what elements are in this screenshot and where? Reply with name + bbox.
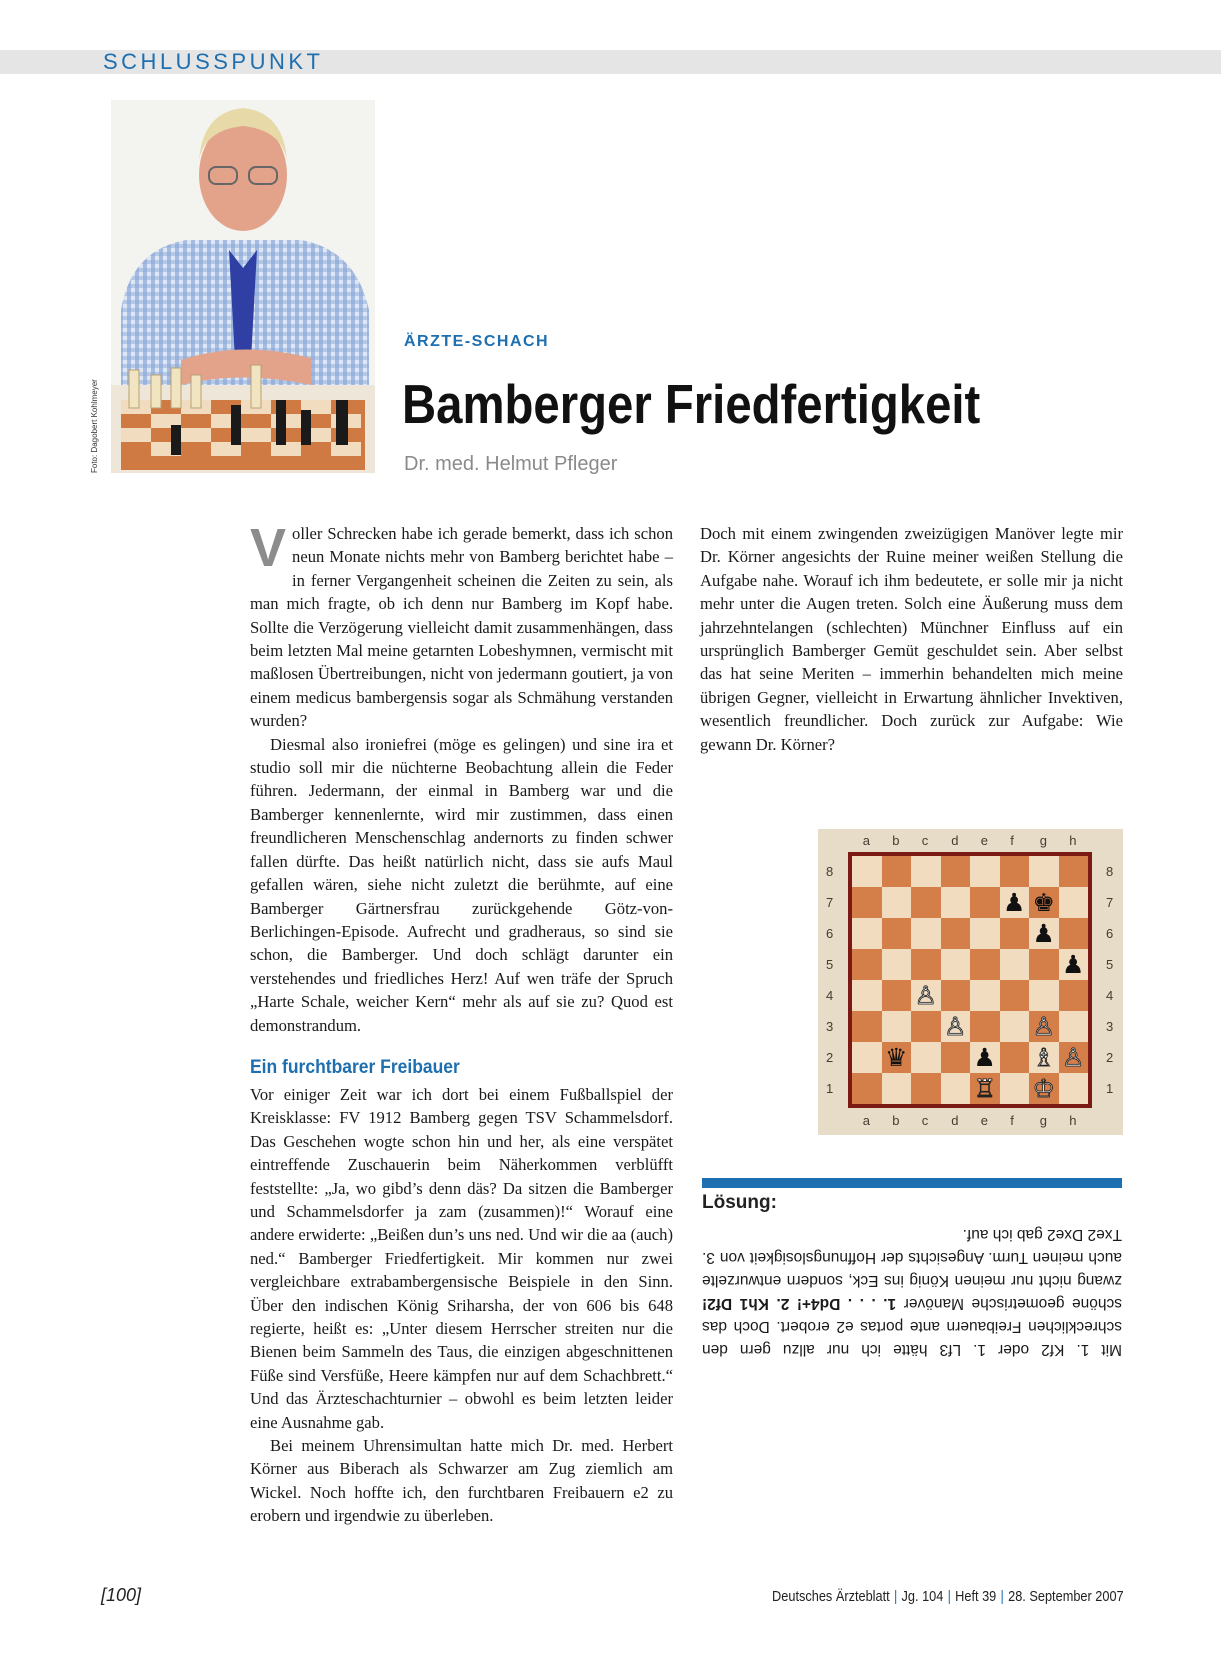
rank-label-5-left: 5 <box>826 956 834 972</box>
square-d1 <box>941 1073 971 1104</box>
article-rubric: ÄRZTE-SCHACH <box>404 333 550 350</box>
footer-citation <box>772 1588 1124 1605</box>
paragraph-1-text: oller Schrecken habe ich gerade bemerkt, dass ich schon neun Monate nichts mehr von Bamberg berichtet habe – in ferner Vergangenheit scheinen die Zeiten zu sein, als man mich fragte, ob ich denn nur Bamberg im Kopf habe. Sollte die Verzögerung vielleicht damit zusammenhängen, dass beim letzten Mal meine getarnten Lobeshymnen, vermischt mit maßlosen Übertreibungen, nicht von jedermann goutiert, ja von einem medicus bambergensis sogar als Schmähung verstanden wurden? <box>250 524 673 731</box>
square-b4 <box>882 980 912 1011</box>
piece-white-g3: ♙ <box>1032 1012 1055 1041</box>
rank-label-6-right: 6 <box>1106 925 1114 941</box>
rank-label-8-right: 8 <box>1106 863 1114 879</box>
square-g1 <box>1029 1073 1059 1104</box>
footer-volume: Jg. 104 <box>901 1588 944 1605</box>
square-c4 <box>911 980 941 1011</box>
file-label-b-bottom: b <box>892 1113 900 1128</box>
square-f1 <box>1000 1073 1030 1104</box>
author-photo-illustration <box>111 100 375 473</box>
square-b8 <box>882 856 912 887</box>
piece-white-c4: ♙ <box>914 981 937 1010</box>
piece-black-b2: ♛ <box>885 1043 908 1072</box>
chess-squares <box>852 856 1088 1104</box>
square-a3 <box>852 1011 882 1042</box>
rank-label-4-left: 4 <box>826 987 834 1003</box>
square-a1 <box>852 1073 882 1104</box>
file-label-d-top: d <box>951 833 959 848</box>
square-d7 <box>941 887 971 918</box>
square-g3 <box>1029 1011 1059 1042</box>
footer-separator: | <box>894 1588 898 1605</box>
piece-black-g7: ♚ <box>1032 888 1055 917</box>
file-label-h-top: h <box>1069 833 1077 848</box>
square-a6 <box>852 918 882 949</box>
square-b7 <box>882 887 912 918</box>
file-label-c-top: c <box>921 833 929 848</box>
square-h8 <box>1059 856 1089 887</box>
square-g4 <box>1029 980 1059 1011</box>
square-d6 <box>941 918 971 949</box>
square-h7 <box>1059 887 1089 918</box>
section-label: SCHLUSSPUNKT <box>103 49 324 74</box>
file-label-g-bottom: g <box>1039 1113 1047 1128</box>
piece-black-f7: ♟ <box>1003 888 1026 917</box>
footer-separator: | <box>947 1588 952 1605</box>
article-column-left <box>250 518 673 1528</box>
solution-text-upside-down <box>702 1223 1122 1361</box>
piece-black-h5: ♟ <box>1062 950 1085 979</box>
piece-white-d3: ♙ <box>944 1012 967 1041</box>
square-h6 <box>1059 918 1089 949</box>
square-h3 <box>1059 1011 1089 1042</box>
piece-white-e1: ♖ <box>973 1074 996 1103</box>
square-c7 <box>911 887 941 918</box>
square-d5 <box>941 949 971 980</box>
file-label-a-top: a <box>862 833 870 848</box>
square-b1 <box>882 1073 912 1104</box>
file-label-h-bottom: h <box>1069 1113 1077 1128</box>
file-label-c-bottom: c <box>921 1113 929 1128</box>
article-column-right <box>700 522 1123 756</box>
chess-board <box>848 852 1092 1108</box>
file-label-a-bottom: a <box>862 1113 870 1128</box>
rank-label-2-left: 2 <box>826 1049 834 1065</box>
page-number: [100] <box>101 1585 142 1605</box>
solution-text-b: zwang nicht nur meinen König ins Eck, sondern entwurzelte auch meinen Turm. Angesichts der Hoffnungslosigkeit von 3. Txe2 Dxe2 gab ich auf. <box>702 1226 1122 1289</box>
rank-label-4-right: 4 <box>1106 987 1114 1003</box>
subheading: Ein furchtbarer Freibauer <box>250 1056 460 1078</box>
piece-black-e2: ♟ <box>973 1043 996 1072</box>
square-e6 <box>970 918 1000 949</box>
square-f3 <box>1000 1011 1030 1042</box>
square-c8 <box>911 856 941 887</box>
square-g6 <box>1029 918 1059 949</box>
file-label-d-bottom: d <box>951 1113 959 1128</box>
square-b2 <box>882 1042 912 1073</box>
square-f6 <box>1000 918 1030 949</box>
square-e8 <box>970 856 1000 887</box>
file-label-e-top: e <box>980 833 988 848</box>
file-label-f-top: f <box>1010 833 1014 848</box>
file-label-e-bottom: e <box>980 1113 988 1128</box>
dropcap: V <box>250 518 287 578</box>
square-a2 <box>852 1042 882 1073</box>
rank-label-5-right: 5 <box>1106 956 1114 972</box>
square-e4 <box>970 980 1000 1011</box>
square-c2 <box>911 1042 941 1073</box>
footer-separator: | <box>1000 1588 1005 1605</box>
square-b6 <box>882 918 912 949</box>
square-h5 <box>1059 949 1089 980</box>
paragraph-1 <box>250 518 673 733</box>
rank-label-1-right: 1 <box>1106 1080 1114 1096</box>
footer-issue: Heft 39 <box>955 1588 997 1605</box>
square-a4 <box>852 980 882 1011</box>
solution-title: Lösung: <box>702 1192 777 1213</box>
solution-bar <box>702 1178 1122 1188</box>
paragraph-2: Diesmal also ironiefrei (möge es gelingen) und sine ira et studio soll mir die nüchterne Beobachtung allein die Feder führen. Jedermann, der einmal in Bamberg war und die Bamberger kennenlernte, wird mir zustimmen, dass einen freundlicheren Menschenschlag andernorts zu finden schwer fallen dürfte. Das heißt natürlich nicht, dass sie aufs Maul gefallen wären, siehe nicht zuletzt die berühmte, auf eine Bamberger Gärtnersfrau zurückgehende Götz-von-Berlichingen-Episode. Aufrecht und gradheraus, so sind sie schon, die Bamberger. Und doch schlägt darunter ein verstehendes und friedliches Herz! Auf wen träfe der Spruch „Harte Schale, weicher Kern“ mehr als auf sie zu? Quod est demonstrandum. <box>250 734 673 1035</box>
square-h2 <box>1059 1042 1089 1073</box>
solution-text-a: Mit 1. Kf2 oder 1. Lf3 hätte ich nur allzu gern den schrecklichen Freibauern ante portas e2 erobert. Doch das schöne geometrische Manöver <box>702 1295 1122 1358</box>
rank-label-7-right: 7 <box>1106 894 1114 910</box>
square-a7 <box>852 887 882 918</box>
square-e5 <box>970 949 1000 980</box>
square-b5 <box>882 949 912 980</box>
square-d2 <box>941 1042 971 1073</box>
article-author: Dr. med. Helmut Pfleger <box>404 453 618 475</box>
solution-moves: 1. . . . Dd4+! 2. Kh1 Df2! <box>702 1295 897 1312</box>
square-e3 <box>970 1011 1000 1042</box>
rank-label-3-right: 3 <box>1106 1018 1114 1034</box>
square-g8 <box>1029 856 1059 887</box>
square-d3 <box>941 1011 971 1042</box>
file-label-f-bottom: f <box>1010 1113 1014 1128</box>
square-c6 <box>911 918 941 949</box>
paragraph-3: Vor einiger Zeit war ich dort bei einem Fußballspiel der Kreisklasse: FV 1912 Bamberg gegen TSV Schammelsdorf. Das Geschehen wogte schon hin und her, als eine verspätet eintreffende Zuschauerin beim Näherkommen verblüfft feststellte: „Ja, wo gibd’s denn däs? Da sitzen die Bamberger und Schammelsdorfer ja zam (zusammen)!“ Worauf eine andere erwiderte: „Beißen dun’s uns ned. Und wir die aa (auch) ned.“ Bamberger Friedfertigkeit. Mir kommen nur zwei vergleichbare extrabambergensische Beispiele in den Sinn. Über den indischen König Sriharsha, der von 606 bis 648 regierte, heißt es: „Unter diesem Herrscher streiten nur die Bienen beim Sammeln des Taus, die einzigen abgeschnittenen Füße sind Versfüße, Heere kämpfen nur auf dem Schachbrett.“ Und das Ärzteschachturnier – obwohl es beim letzten leider eine Ausnahme gab. <box>250 1084 673 1432</box>
footer-date: 28. September 2007 <box>1008 1588 1124 1605</box>
footer-journal: Deutsches Ärzteblatt <box>772 1588 891 1605</box>
chess-diagram <box>818 829 1123 1135</box>
piece-white-g1: ♔ <box>1032 1074 1055 1103</box>
square-h4 <box>1059 980 1089 1011</box>
piece-white-h2: ♙ <box>1062 1043 1085 1072</box>
square-c5 <box>911 949 941 980</box>
square-g5 <box>1029 949 1059 980</box>
piece-black-g6: ♟ <box>1032 919 1055 948</box>
rank-label-8-left: 8 <box>826 863 834 879</box>
square-e1 <box>970 1073 1000 1104</box>
author-photo <box>111 100 375 473</box>
file-label-b-top: b <box>892 833 900 848</box>
square-c3 <box>911 1011 941 1042</box>
square-d4 <box>941 980 971 1011</box>
photo-credit: Foto: Dagobert Kohlmeyer <box>90 379 99 473</box>
square-d8 <box>941 856 971 887</box>
square-e2 <box>970 1042 1000 1073</box>
square-a8 <box>852 856 882 887</box>
rank-label-3-left: 3 <box>826 1018 834 1034</box>
square-f7 <box>1000 887 1030 918</box>
square-f5 <box>1000 949 1030 980</box>
square-f4 <box>1000 980 1030 1011</box>
square-f2 <box>1000 1042 1030 1073</box>
paragraph-4: Bei meinem Uhrensimultan hatte mich Dr. med. Herbert Körner aus Biberach als Schwarzer am Zug ziemlich am Wickel. Noch hoffte ich, den furchtbaren Freibauern e2 zu erobern und irgendwie zu überleben. <box>250 1436 673 1526</box>
rank-label-2-right: 2 <box>1106 1049 1114 1065</box>
square-g7 <box>1029 887 1059 918</box>
square-e7 <box>970 887 1000 918</box>
square-h1 <box>1059 1073 1089 1104</box>
paragraph-5: Doch mit einem zwingenden zweizügigen Manöver legte mir Dr. Körner angesichts der Ruine meiner weißen Stellung die Aufgabe nahe. Worauf ich ihm bedeutete, er solle mir ja nicht mehr unter die Augen treten. Solch eine Äußerung muss dem jahrzehntelangen (schlechten) Münchner Einfluss auf ein ursprünglich Bamberger Gemüt geschuldet sein. Aber selbst das hat seine Meriten – immerhin behandelten mich meine übrigen Gegner, vielleicht in Erwartung ähnlicher Invektiven, wesentlich freundlicher. Doch zurück zur Aufgabe: Wie gewann Dr. Körner? <box>700 524 1123 754</box>
rank-label-1-left: 1 <box>826 1080 834 1096</box>
piece-white-g2: ♗ <box>1032 1043 1055 1072</box>
square-a5 <box>852 949 882 980</box>
article-title: Bamberger Friedfertigkeit <box>402 373 981 435</box>
file-label-g-top: g <box>1039 833 1047 848</box>
square-b3 <box>882 1011 912 1042</box>
square-f8 <box>1000 856 1030 887</box>
rank-label-6-left: 6 <box>826 925 834 941</box>
rank-label-7-left: 7 <box>826 894 834 910</box>
square-c1 <box>911 1073 941 1104</box>
square-g2 <box>1029 1042 1059 1073</box>
